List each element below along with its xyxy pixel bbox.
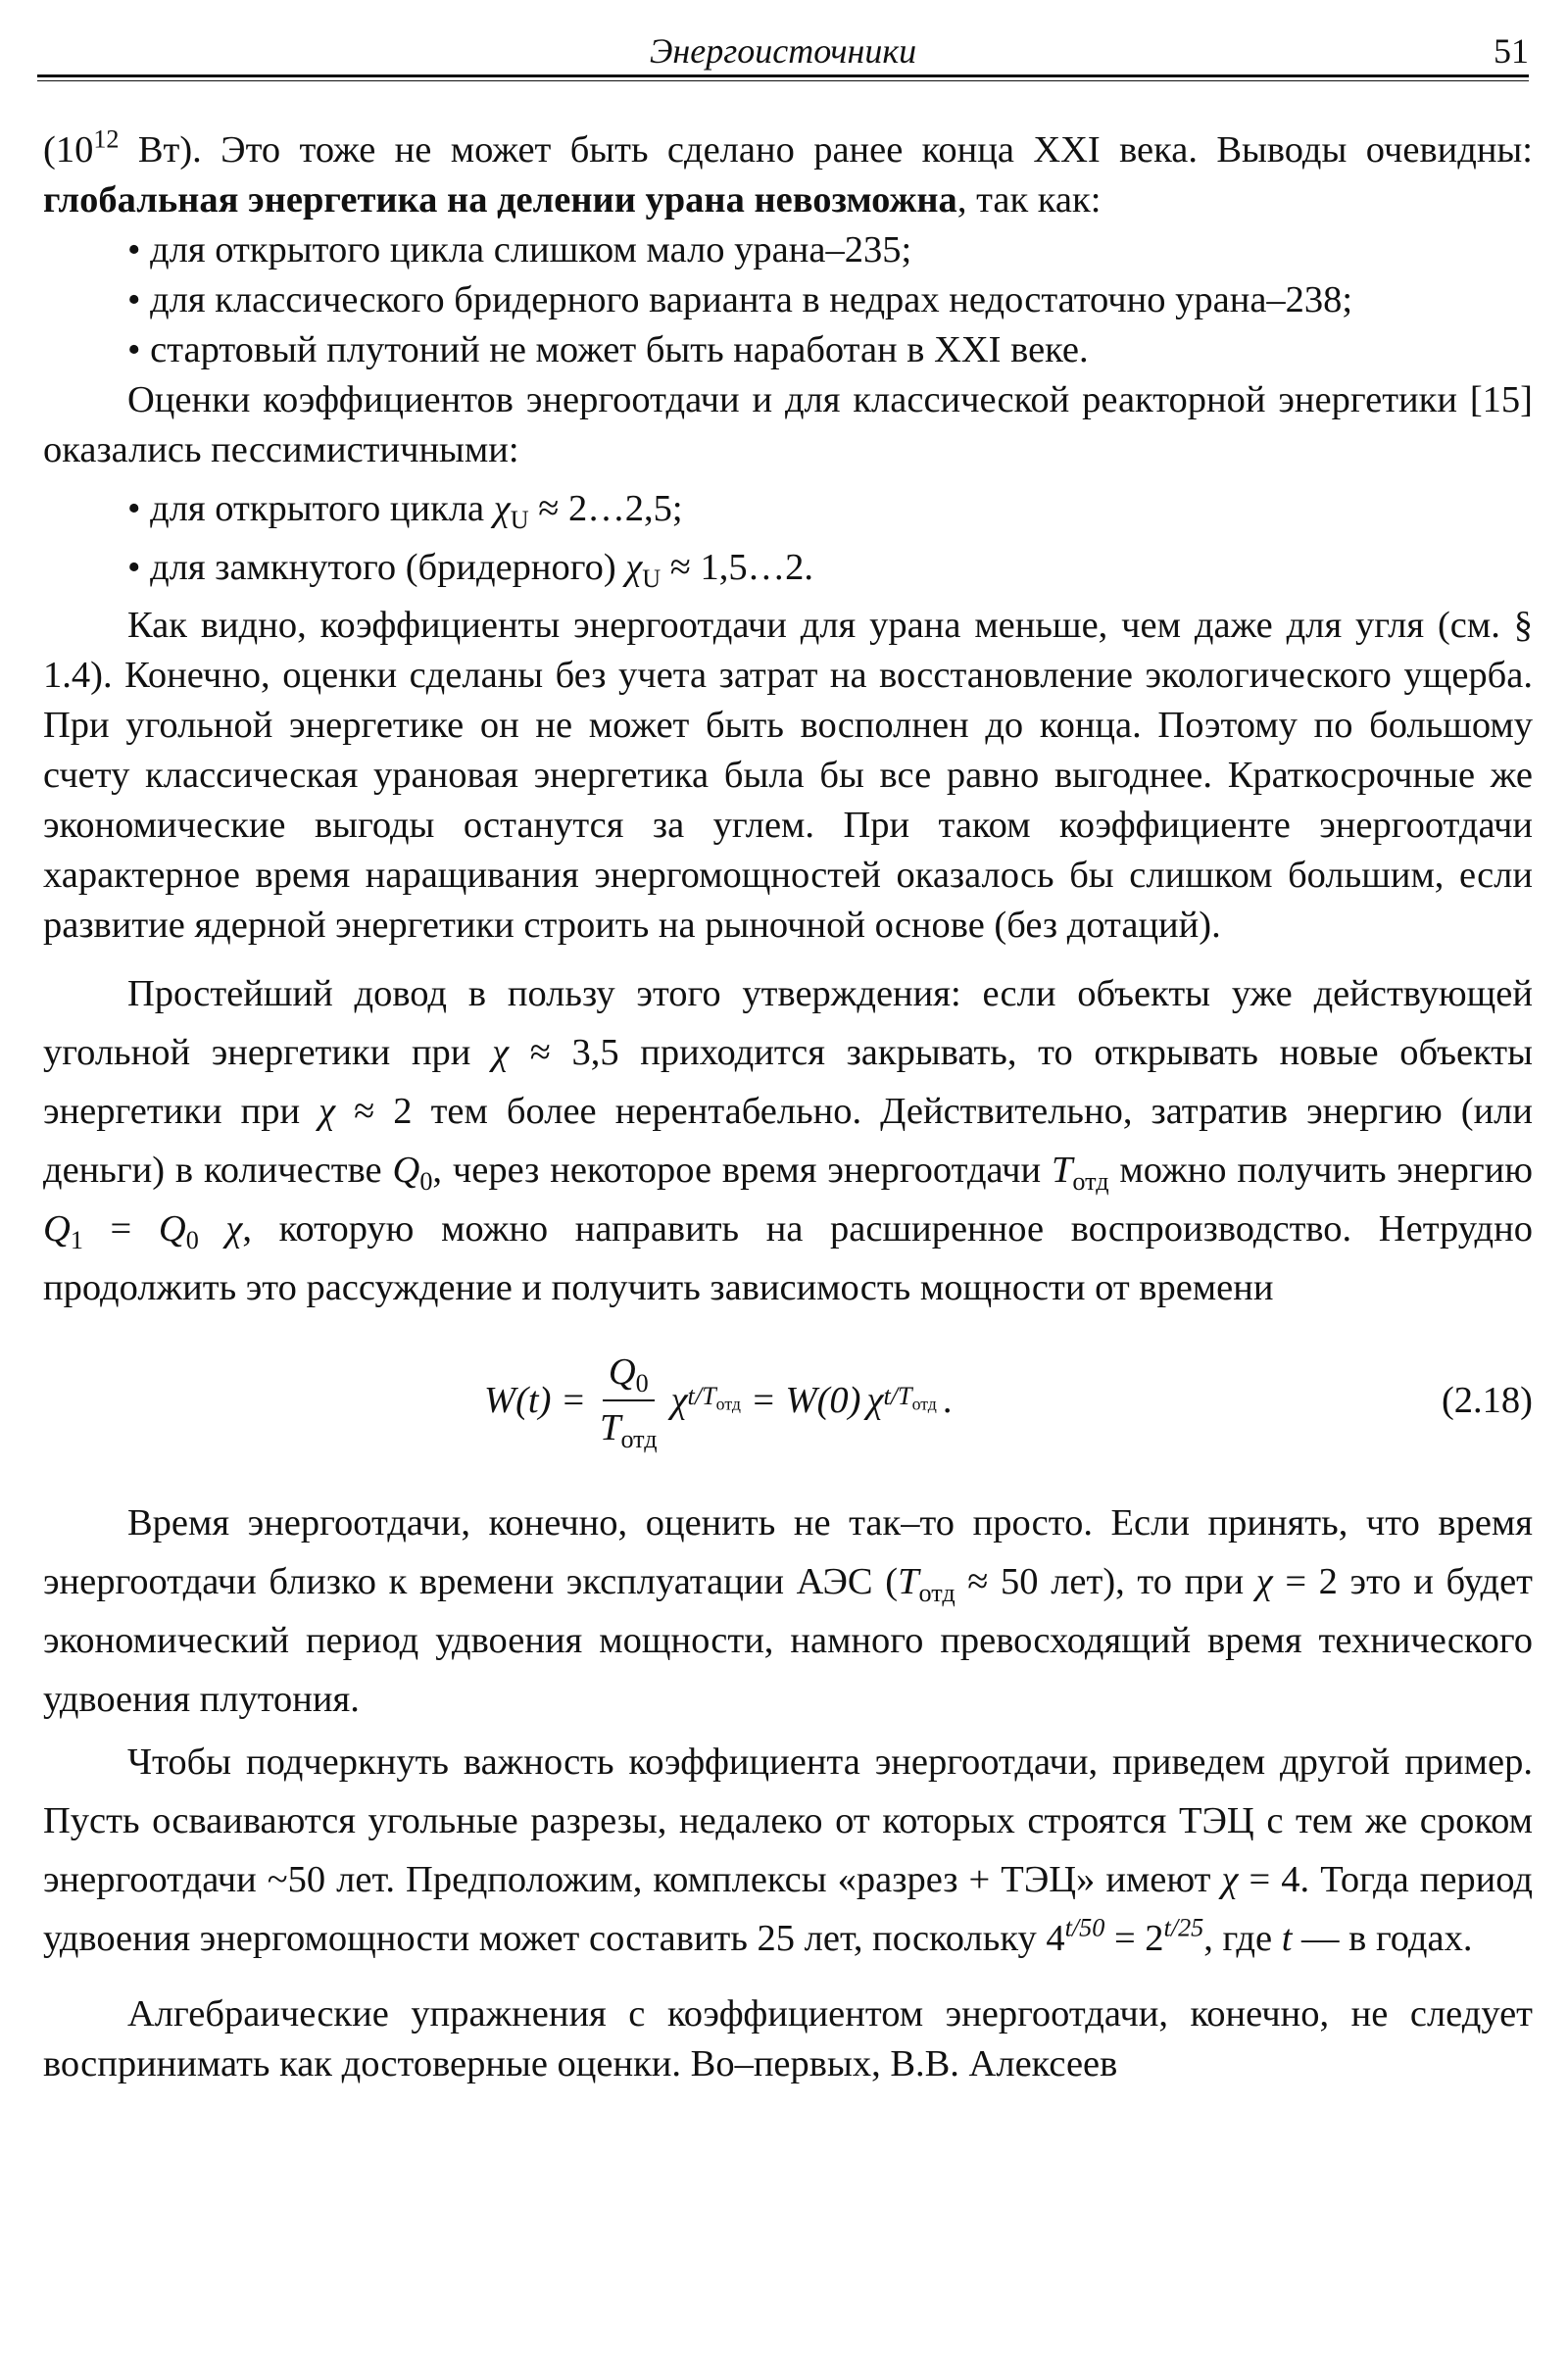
- chi-symbol: χ: [492, 1032, 510, 1073]
- subscript: отд: [620, 1424, 658, 1453]
- chi-symbol: χ: [1255, 1561, 1273, 1602]
- text-run: Вт). Это тоже не может быть сделано ранее конца XXI века. Выводы очевидны:: [119, 129, 1533, 171]
- text-run: ≈ 2 тем более нерентабельно. Действительно, затратив энергию (или деньги) в количестве: [43, 1091, 1533, 1191]
- text-run: Чтобы подчеркнуть важность коэффициента энергоотдачи, приведем другой пример. Пусть осваиваются угольные разрезы, недалеко от которых строятся ТЭЦ с тем же сроком энергоотдачи ~50 лет. Предположим, комплексы «разрез + ТЭЦ» имеют: [43, 1741, 1533, 1900]
- body-text: [43, 125, 1533, 2089]
- math-var: Q: [158, 1208, 186, 1250]
- subscript: отд: [1072, 1166, 1109, 1196]
- subscript: отд: [918, 1578, 956, 1607]
- paragraph-4: [43, 964, 1533, 1317]
- exponent: [883, 1382, 937, 1414]
- text-run: ≈ 3,5 приходится закрывать, то открывать новые объекты энергетики при: [43, 1032, 1533, 1132]
- text-run: =: [82, 1208, 159, 1250]
- page-number: 51: [1494, 31, 1529, 71]
- exponent-text: t/T: [687, 1382, 716, 1411]
- text-run: , где: [1203, 1918, 1282, 1959]
- paragraph-5: [43, 1494, 1533, 1729]
- subscript: U: [642, 564, 662, 593]
- subscript: 0: [419, 1166, 433, 1196]
- bullet-item: [43, 479, 1533, 538]
- text-run: • для замкнутого (бридерного): [127, 547, 626, 588]
- chi-symbol: χ: [198, 1208, 243, 1250]
- text-run: , так как:: [956, 179, 1102, 221]
- equation-lhs: W(t) =: [484, 1379, 587, 1421]
- chi-symbol: χ: [1221, 1859, 1239, 1900]
- text-run: • для открытого цикла: [127, 488, 494, 529]
- exponent: [687, 1382, 741, 1414]
- math-var: t: [1281, 1918, 1293, 1959]
- text-run: = 2 это и будет экономический период удвоения мощности, намного превосходящий время технического удвоения плутония.: [43, 1561, 1533, 1720]
- chi-symbol: χ: [493, 488, 511, 529]
- bullet-item: • для открытого цикла слишком мало урана–235;: [127, 229, 912, 270]
- paragraph-2: Оценки коэффициентов энергоотдачи и для классической реакторной энергетики [15] оказались пессимистичными:: [43, 379, 1533, 470]
- fraction: [594, 1348, 663, 1453]
- subscript: отд: [715, 1394, 741, 1414]
- equation-middle: = W(0): [750, 1379, 861, 1421]
- running-header: [37, 29, 1529, 73]
- subscript: отд: [911, 1394, 937, 1414]
- math-var: T: [1051, 1150, 1073, 1191]
- exponent-text: t/T: [883, 1382, 912, 1411]
- chi-symbol: χ: [670, 1379, 688, 1421]
- text-run: ≈ 2…2,5;: [528, 488, 683, 529]
- subscript: 0: [635, 1368, 649, 1397]
- paragraph-1: [43, 125, 1533, 225]
- equation-number: (2.18): [1441, 1380, 1533, 1421]
- superscript: 12: [93, 124, 120, 154]
- subscript: U: [510, 505, 529, 534]
- text-run: Простейший довод в пользу этого утверждения: если объекты уже действующей угольной энергетики при: [43, 973, 1533, 1073]
- fraction-denominator: [594, 1401, 663, 1453]
- math-var: Q: [608, 1351, 636, 1393]
- subscript: 1: [70, 1225, 83, 1254]
- math-var: Q: [43, 1208, 71, 1250]
- bullet-item: • для классического бридерного варианта в недрах недостаточно урана–238;: [127, 279, 1353, 320]
- bullet-item: • стартовый плутоний не может быть наработан в XXI веке.: [127, 329, 1089, 370]
- chi-symbol: χ: [866, 1379, 884, 1421]
- header-rule: [37, 74, 1529, 77]
- math-var: Q: [392, 1150, 420, 1191]
- paragraph-7: Алгебраические упражнения с коэффициентом энергоотдачи, конечно, не следует воспринимать как достоверные оценки. Во–первых, В.В. Алексеев: [43, 1993, 1533, 2084]
- subscript: 0: [185, 1225, 199, 1254]
- display-equation: [43, 1327, 1533, 1474]
- chi-symbol: χ: [625, 547, 643, 588]
- paragraph-6: [43, 1733, 1533, 1968]
- exponent: t/25: [1163, 1913, 1204, 1942]
- running-header-title: Энергоисточники: [649, 31, 917, 71]
- equation-end: .: [942, 1379, 953, 1421]
- header-rule-thin: [37, 80, 1529, 81]
- chi-symbol: χ: [318, 1091, 336, 1132]
- equation-body: [484, 1327, 952, 1474]
- paragraph-3: Как видно, коэффициенты энергоотдачи для урана меньше, чем даже для угля (см. § 1.4). Конечно, оценки сделаны без учета затрат на восстановление экологического ущерба. При угольной энергетике он не может быть восполнен до конца. Поэтому по большому счету классическая урановая энергетика была бы все равно выгоднее. Краткосрочные же экономические выгоды останутся за углем. При таком коэффициенте энергоотдачи характерное время наращивания энергомощностей оказалось бы слишком большим, если развитие ядерной энергетики строить на рыночной основе (без дотаций).: [43, 605, 1533, 946]
- text-run: = 4. Тогда период удвоения энергомощности может составить 25 лет, поскольку 4: [43, 1859, 1533, 1959]
- fraction-numerator: [603, 1348, 655, 1401]
- text-run: ≈ 50 лет), то при: [955, 1561, 1256, 1602]
- text-run: (10: [43, 129, 94, 171]
- text-run: , через некоторое время энергоотдачи: [432, 1150, 1052, 1191]
- exponent: t/50: [1064, 1913, 1105, 1942]
- bold-statement: глобальная энергетика на делении урана невозможна: [43, 179, 957, 221]
- text-run: ≈ 1,5…2.: [661, 547, 814, 588]
- bullet-item: [43, 538, 1533, 597]
- text-run: = 2: [1104, 1918, 1164, 1959]
- math-var: T: [898, 1561, 919, 1602]
- text-run: можно получить энергию: [1108, 1150, 1533, 1191]
- text-run: Время энергоотдачи, конечно, оценить не так–то просто. Если принять, что время энергоотдачи близко к времени эксплуатации АЭС (: [43, 1502, 1533, 1602]
- math-var: T: [600, 1407, 621, 1448]
- text-run: — в годах.: [1292, 1918, 1473, 1959]
- text-run: , которую можно направить на расширенное воспроизводство. Нетрудно продолжить это рассуждение и получить зависимость мощности от времени: [43, 1208, 1534, 1308]
